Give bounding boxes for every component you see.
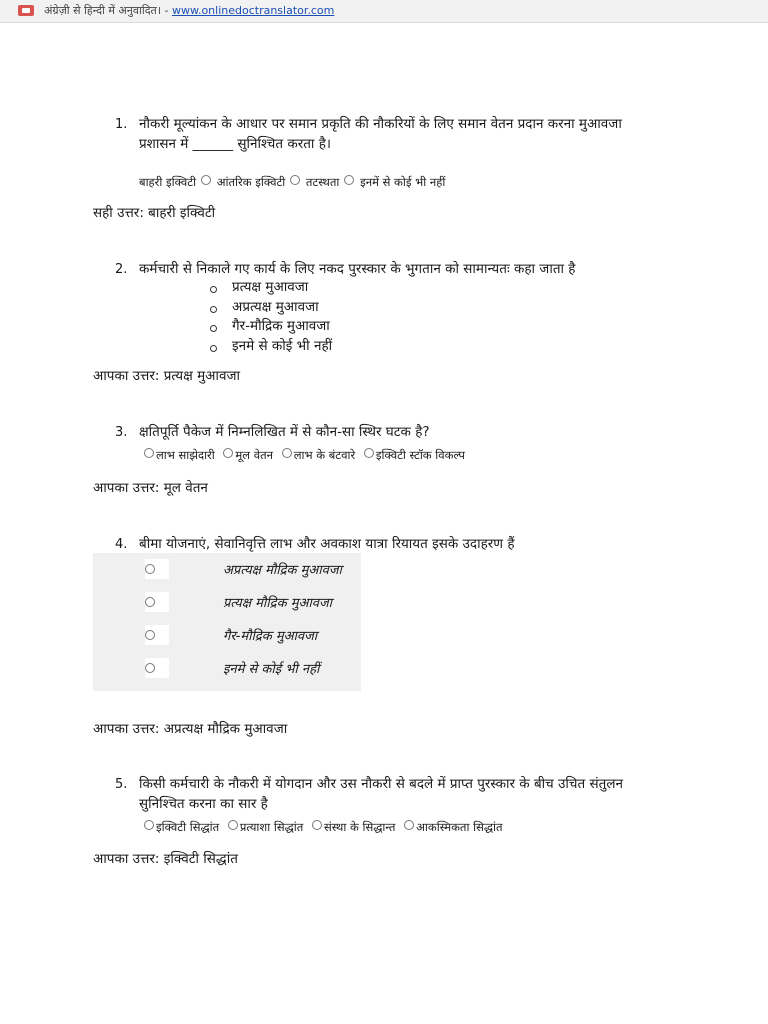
option-label: संस्था के सिद्धान्त: [323, 820, 396, 834]
radio-button[interactable]: [312, 820, 322, 830]
question-number: 3.: [115, 425, 128, 440]
bullet-icon: [210, 306, 217, 313]
radio-button[interactable]: [404, 820, 414, 830]
answer-text: आपका उत्तर: इक्विटी सिद्धांत: [93, 851, 238, 867]
radio-button[interactable]: [344, 175, 354, 185]
option-label: प्रत्याशा सिद्धांत: [239, 820, 304, 834]
list-item: इनमे से कोई भी नहीं: [210, 337, 332, 357]
translator-link[interactable]: www.onlinedoctranslator.com: [171, 4, 335, 17]
question-number: 5.: [115, 777, 128, 792]
radio-button[interactable]: [201, 175, 211, 185]
question-text: बीमा योजनाएं, सेवानिवृत्ति लाभ और अवकाश यात्रा रियायत इसके उदाहरण हैं: [139, 536, 515, 552]
radio-button[interactable]: [228, 820, 238, 830]
radio-button[interactable]: [282, 448, 292, 458]
answer-text: सही उत्तर: बाहरी इक्विटी: [93, 205, 216, 221]
list-item: [93, 590, 361, 614]
option-label: गैर-मौद्रिक मुआवजा: [223, 629, 318, 644]
question-text: कर्मचारी से निकाले गए कार्य के लिए नकद पुरस्कार के भुगतान को सामान्यतः कहा जाता है: [139, 261, 576, 277]
radio-button[interactable]: [223, 448, 233, 458]
option-label: आकस्मिकता सिद्धांत: [416, 820, 503, 834]
bullet-icon: [210, 345, 217, 352]
translator-banner: [0, 0, 768, 23]
bullet-icon: [210, 325, 217, 332]
option-label: इनमें से कोई भी नहीं: [360, 175, 446, 189]
question-text: नौकरी मूल्यांकन के आधार पर समान प्रकृति की नौकरियों के लिए समान वेतन प्रदान करना मुआवजा प्रशासन में ______ सुनिश्चित करता है।: [139, 116, 622, 152]
option-label: लाभ के बंटवारे: [293, 448, 356, 462]
options-row: [141, 820, 505, 835]
list-item: [93, 656, 361, 680]
options-list: [210, 278, 332, 356]
list-item: [93, 557, 361, 581]
bullet-icon: [210, 286, 217, 293]
radio-button[interactable]: [145, 564, 155, 574]
option-label: प्रत्यक्ष मौद्रिक मुआवजा: [223, 596, 332, 611]
question-number: 4.: [115, 537, 128, 552]
translator-note: अंग्रेज़ी से हिन्दी में अनुवादित। - www.onlinedoctranslator.com: [44, 4, 335, 17]
list-item: [93, 623, 361, 647]
question-number: 2.: [115, 262, 128, 277]
radio-button[interactable]: [364, 448, 374, 458]
radio-button[interactable]: [144, 820, 154, 830]
options-row: [139, 175, 447, 190]
option-label: इक्विटी स्टॉक विकल्प: [375, 448, 465, 462]
translator-logo-icon: [18, 5, 34, 16]
option-label: इक्विटी सिद्धांत: [156, 820, 220, 834]
answer-text: आपका उत्तर: प्रत्यक्ष मुआवजा: [93, 368, 240, 384]
option-label: लाभ साझेदारी: [156, 448, 215, 462]
list-item: अप्रत्यक्ष मुआवजा: [210, 298, 332, 318]
question-text: किसी कर्मचारी के नौकरी में योगदान और उस नौकरी से बदले में प्राप्त पुरस्कार के बीच उचित संतुलन सुनिश्चित करना का सार है: [139, 776, 623, 812]
option-label: मूल वेतन: [235, 448, 274, 462]
option-label: बाहरी इक्विटी: [139, 175, 197, 189]
list-item: गैर-मौद्रिक मुआवजा: [210, 317, 332, 337]
answer-text: आपका उत्तर: अप्रत्यक्ष मौद्रिक मुआवजा: [93, 721, 288, 737]
radio-button[interactable]: [145, 597, 155, 607]
radio-button[interactable]: [145, 663, 155, 673]
radio-button[interactable]: [290, 175, 300, 185]
answer-text: आपका उत्तर: मूल वेतन: [93, 480, 208, 496]
question-number: 1.: [115, 117, 128, 132]
radio-button[interactable]: [145, 630, 155, 640]
radio-button[interactable]: [144, 448, 154, 458]
list-item: प्रत्यक्ष मुआवजा: [210, 278, 332, 298]
option-label: आंतरिक इक्विटी: [216, 175, 286, 189]
option-label: अप्रत्यक्ष मौद्रिक मुआवजा: [223, 563, 342, 578]
options-row: [141, 448, 467, 463]
question-text: क्षतिपूर्ति पैकेज में निम्नलिखित में से कौन-सा स्थिर घटक है?: [139, 424, 430, 440]
option-label: तटस्थता: [305, 175, 340, 189]
options-panel: [93, 553, 361, 691]
option-label: इनमे से कोई भी नहीं: [223, 662, 320, 677]
